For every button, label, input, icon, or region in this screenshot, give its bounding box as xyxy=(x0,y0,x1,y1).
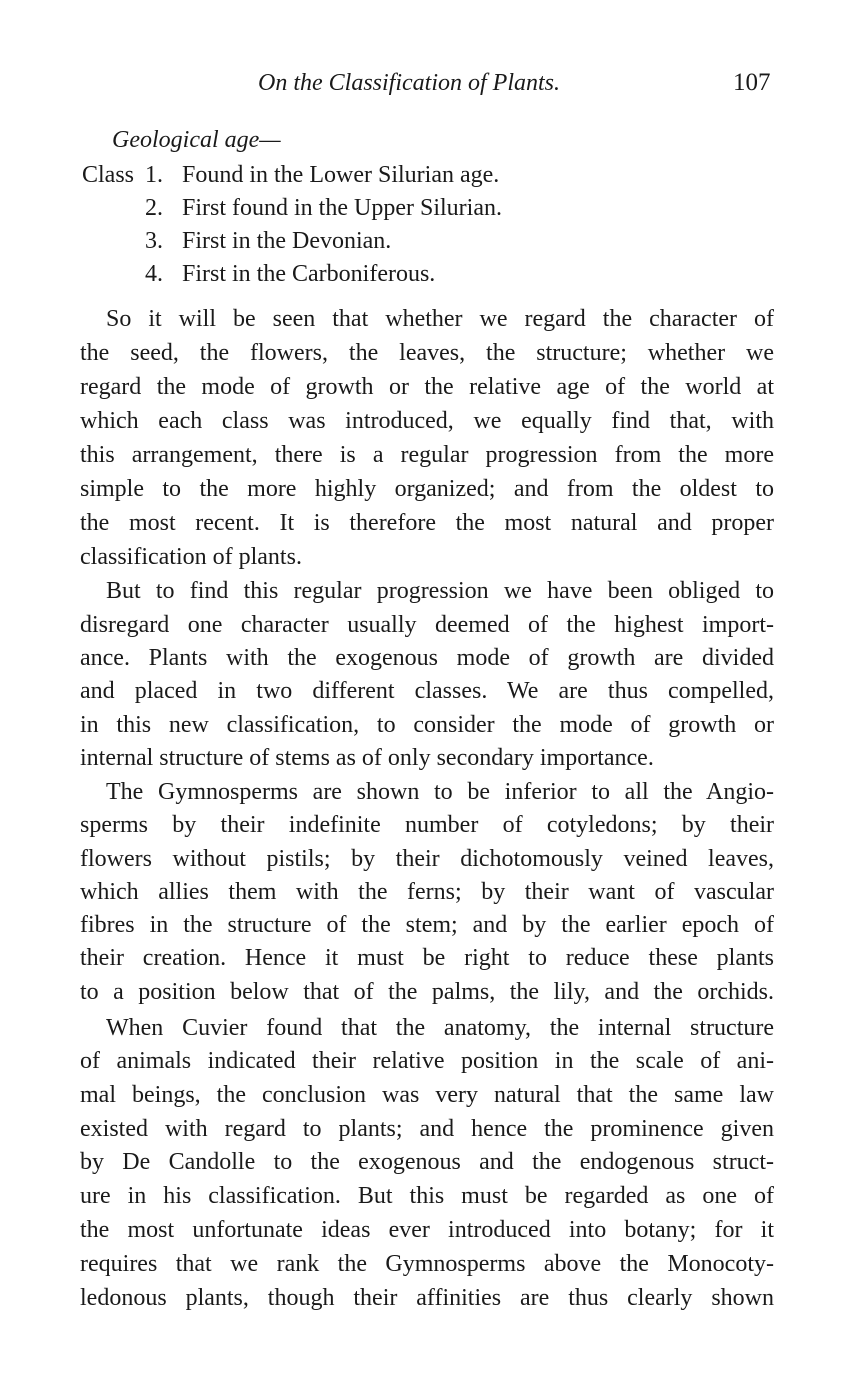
page-number: 107 xyxy=(733,69,771,96)
text-line: So it will be seen that whether we regard the character of xyxy=(106,306,774,332)
text-line: ance. Plants with the exogenous mode of growth are divided xyxy=(80,645,774,671)
text-line: ure in his classification. But this must be regarded as one of xyxy=(80,1183,774,1209)
text-line: existed with regard to plants; and hence the prominence given xyxy=(80,1116,774,1142)
class-number: 1. xyxy=(145,162,163,188)
class-description: First in the Devonian. xyxy=(182,228,392,254)
text-line: and placed in two different classes. We are thus compelled, xyxy=(80,678,774,704)
text-line: When Cuvier found that the anatomy, the internal structure xyxy=(106,1015,774,1041)
text-line: of animals indicated their relative position in the scale of ani- xyxy=(80,1048,774,1074)
text-line: regard the mode of growth or the relative age of the world at xyxy=(80,374,774,400)
text-line: But to find this regular progression we have been obliged to xyxy=(106,578,774,604)
text-line: mal beings, the conclusion was very natural that the same law xyxy=(80,1082,774,1108)
text-line: flowers without pistils; by their dichotomously veined leaves, xyxy=(80,846,774,872)
text-line: the most recent. It is therefore the most natural and proper xyxy=(80,510,774,536)
text-line: their creation. Hence it must be right to reduce these plants xyxy=(80,945,774,971)
class-number: 2. xyxy=(145,195,163,221)
class-description: First found in the Upper Silurian. xyxy=(182,195,502,221)
text-line: this arrangement, there is a regular progression from the more xyxy=(80,442,774,468)
text-line: requires that we rank the Gymnosperms above the Monocoty- xyxy=(80,1251,774,1277)
text-line: fibres in the structure of the stem; and by the earlier epoch of xyxy=(80,912,774,938)
text-line: the most unfortunate ideas ever introduced into botany; for it xyxy=(80,1217,774,1243)
text-line: the seed, the flowers, the leaves, the structure; whether we xyxy=(80,340,774,366)
text-line: ledonous plants, though their affinities are thus clearly shown xyxy=(80,1285,774,1311)
text-line: which each class was introduced, we equally find that, with xyxy=(80,408,774,434)
text-line: classification of plants. xyxy=(80,544,302,570)
text-line: which allies them with the ferns; by their want of vascular xyxy=(80,879,774,905)
text-line: by De Candolle to the exogenous and the endogenous struct- xyxy=(80,1149,774,1175)
class-prefix: Class xyxy=(82,162,135,188)
text-line: in this new classification, to consider the mode of growth or xyxy=(80,712,774,738)
text-line: internal structure of stems as of only secondary importance. xyxy=(80,745,654,771)
text-line: The Gymnosperms are shown to be inferior to all the Angio- xyxy=(106,779,774,805)
text-line: simple to the more highly organized; and from the oldest to xyxy=(80,476,774,502)
class-number: 4. xyxy=(145,261,163,287)
class-description: First in the Carboniferous. xyxy=(182,261,436,287)
class-number: 3. xyxy=(145,228,163,254)
class-description: Found in the Lower Silurian age. xyxy=(182,162,500,188)
geological-age-heading: Geological age— xyxy=(112,127,281,153)
running-title: On the Classification of Plants. xyxy=(258,70,561,96)
running-head xyxy=(0,66,868,100)
text-line: to a position below that of the palms, the lily, and the orchids. xyxy=(80,979,774,1005)
text-line: disregard one character usually deemed of the highest import- xyxy=(80,612,774,638)
text-line: sperms by their indefinite number of cotyledons; by their xyxy=(80,812,774,838)
